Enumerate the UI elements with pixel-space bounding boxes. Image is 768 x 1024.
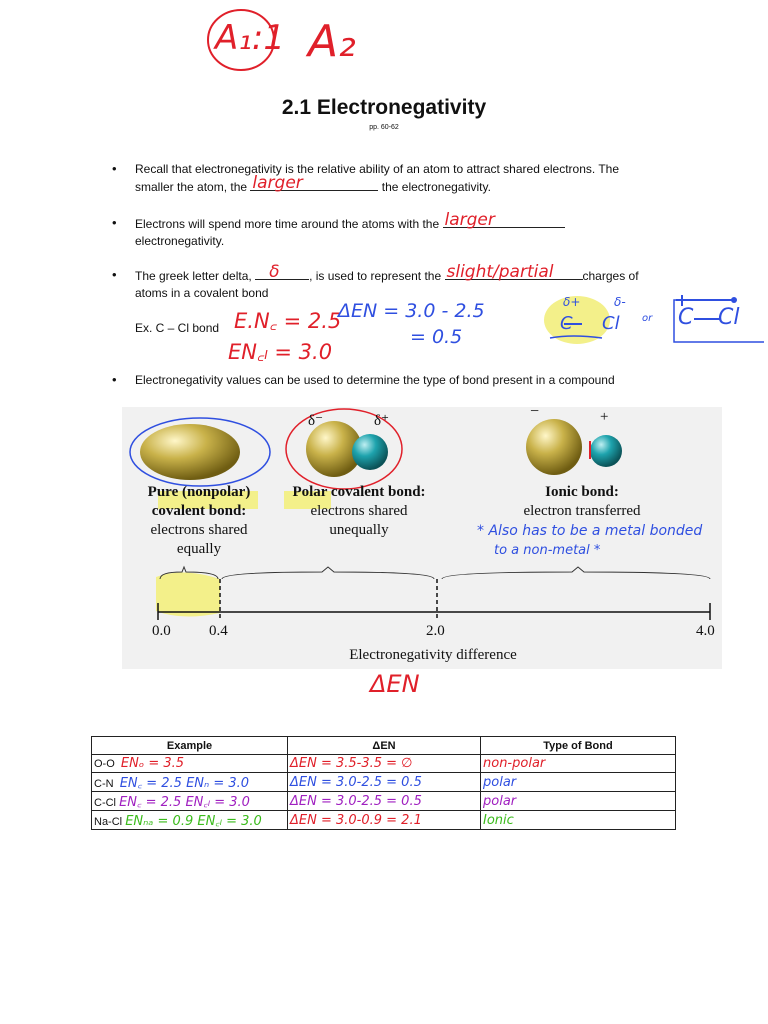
header-delta-en: ΔEN bbox=[288, 737, 481, 755]
bullet-2 bbox=[135, 210, 695, 250]
table-cell-delta bbox=[288, 773, 481, 792]
table-cell-type bbox=[481, 792, 676, 811]
nonpolar-label-l1: Pure (nonpolar) bbox=[147, 484, 251, 500]
bullet-marker: • bbox=[112, 215, 117, 230]
table-row bbox=[92, 773, 676, 792]
row-delta: ΔEN = 3.0-0.9 = 2.1 bbox=[290, 812, 422, 828]
table-cell-type bbox=[481, 811, 676, 830]
nonpolar-label-l3: electrons shared bbox=[150, 522, 248, 538]
dipole-alt-cl: Cl bbox=[718, 305, 740, 330]
bond-table bbox=[91, 736, 676, 830]
hand-delta-en: ΔEN = 3.0 - 2.5 bbox=[338, 300, 485, 322]
ionic-label-l1: Ionic bond: bbox=[545, 484, 619, 500]
polar-label-l3: unequally bbox=[329, 522, 389, 538]
metal-note-1: * Also has to be a metal bonded bbox=[477, 523, 703, 539]
ionic-plus: + bbox=[600, 409, 609, 425]
bullet-marker: • bbox=[112, 267, 117, 282]
table-cell-delta bbox=[288, 755, 481, 773]
bullet-3-post: charges of bbox=[582, 269, 639, 283]
blank-delta-fill: δ bbox=[269, 262, 280, 282]
bullet-2-line-2: electronegativity. bbox=[135, 234, 225, 248]
polar-delta-plus: δ⁺ bbox=[374, 413, 389, 429]
row-example: C-Cl bbox=[94, 797, 116, 809]
dipole-bracket bbox=[672, 296, 768, 346]
nonpolar-label-l2: covalent bond: bbox=[151, 503, 247, 519]
metal-note-2: to a non-metal * bbox=[494, 543, 601, 558]
bullet-1-line-2-pre: smaller the atom, the bbox=[135, 180, 248, 194]
bullet-2-line-1: Electrons will spend more time around the atoms with the bbox=[135, 217, 440, 231]
row-example: O-O bbox=[94, 758, 115, 770]
row-delta: ΔEN = 3.0-2.5 = 0.5 bbox=[290, 793, 422, 809]
table-cell-example bbox=[92, 773, 288, 792]
bullet-1-line-1: Recall that electronegativity is the relative ability of an atom to attract shared electrons. The bbox=[135, 162, 620, 176]
row-example: C-N bbox=[94, 778, 114, 790]
row-en: ENₒ = 3.5 bbox=[120, 756, 185, 771]
table-cell-example bbox=[92, 755, 288, 773]
table-cell-example bbox=[92, 811, 288, 830]
bullet-1 bbox=[135, 161, 695, 196]
bullet-marker: • bbox=[112, 161, 117, 176]
table-row bbox=[92, 755, 676, 773]
dipole-or: or bbox=[642, 313, 653, 324]
dipole-alt-c: C bbox=[678, 305, 694, 330]
blank-larger-1-fill: larger bbox=[252, 173, 303, 193]
bullet-marker: • bbox=[112, 372, 117, 387]
table-cell-type bbox=[481, 773, 676, 792]
header-type: Type of Bond bbox=[481, 737, 676, 755]
table-cell-delta bbox=[288, 811, 481, 830]
hand-delta-en-axis: ΔEN bbox=[370, 670, 420, 698]
table-cell-type bbox=[481, 755, 676, 773]
bullet-3-line-2: atoms in a covalent bond bbox=[135, 286, 269, 300]
page-title: 2.1 Electronegativity bbox=[281, 96, 487, 119]
table-header-row bbox=[92, 737, 676, 755]
hand-enc: E.N꜀ = 2.5 bbox=[234, 309, 342, 333]
ionic-label bbox=[492, 483, 672, 521]
blank-slight-partial-fill: slight/partial bbox=[446, 262, 554, 282]
row-type: polar bbox=[483, 793, 517, 809]
bullet-3-mid: , is used to represent the bbox=[309, 269, 442, 283]
dipole-delta-plus: δ+ bbox=[563, 295, 581, 309]
hand-encl: EN꜀ₗ = 3.0 bbox=[228, 340, 333, 364]
dipole-cl: Cl bbox=[602, 313, 620, 334]
dipole-delta-minus: δ- bbox=[614, 295, 626, 309]
ionic-minus: − bbox=[530, 403, 540, 420]
axis-label: Electronegativity difference bbox=[349, 647, 517, 663]
blank-larger-2 bbox=[443, 210, 565, 230]
tick-2: 2.0 bbox=[426, 623, 445, 639]
tick-0: 0.0 bbox=[152, 623, 171, 639]
row-type: polar bbox=[483, 774, 517, 790]
ionic-label-l2: electron transferred bbox=[523, 503, 641, 519]
example-label: Ex. C – Cl bond bbox=[135, 321, 220, 335]
row-en: EN꜀ = 2.5 EN꜀ₗ = 3.0 bbox=[119, 795, 250, 810]
table-row bbox=[92, 792, 676, 811]
row-en: EN꜀ = 2.5 ENₙ = 3.0 bbox=[119, 776, 250, 791]
page-reference: pp. 60-62 bbox=[369, 124, 399, 131]
table-cell-delta bbox=[288, 792, 481, 811]
row-en: ENₙₐ = 0.9 EN꜀ₗ = 3.0 bbox=[125, 814, 262, 829]
polar-label-l1: Polar covalent bond: bbox=[292, 484, 426, 500]
top-annotation-a2: A₂ bbox=[308, 16, 356, 67]
blank-larger-2-fill: larger bbox=[444, 210, 495, 230]
row-delta: ΔEN = 3.0-2.5 = 0.5 bbox=[290, 774, 422, 790]
polar-label-l2: electrons shared bbox=[310, 503, 408, 519]
row-delta: ΔEN = 3.5-3.5 = ∅ bbox=[290, 756, 413, 771]
row-example: Na-Cl bbox=[94, 816, 123, 828]
bullet-3-pre: The greek letter delta, bbox=[135, 269, 252, 283]
tick-1: 0.4 bbox=[209, 623, 228, 639]
top-annotation-a1: A₁:1 bbox=[215, 18, 285, 58]
row-type: non-polar bbox=[483, 756, 546, 771]
blank-larger-1 bbox=[250, 173, 378, 193]
table-row bbox=[92, 811, 676, 830]
nonpolar-label bbox=[126, 483, 272, 559]
table-cell-example bbox=[92, 792, 288, 811]
tick-3: 4.0 bbox=[696, 623, 715, 639]
header-example: Example bbox=[92, 737, 288, 755]
row-type: Ionic bbox=[483, 812, 514, 828]
hand-delta-en-result: = 0.5 bbox=[410, 326, 463, 348]
bullet-4: Electronegativity values can be used to determine the type of bond present in a compound bbox=[135, 373, 615, 387]
bond-type-diagram bbox=[122, 403, 722, 669]
polar-label bbox=[274, 483, 444, 540]
polar-delta-minus: δ⁻ bbox=[308, 413, 323, 429]
bullet-1-line-2-post: the electronegativity. bbox=[381, 180, 491, 194]
nonpolar-label-l4: equally bbox=[176, 541, 222, 557]
dipole-c: C bbox=[560, 313, 573, 334]
blank-slight-partial bbox=[445, 262, 583, 282]
blank-delta bbox=[255, 262, 309, 282]
